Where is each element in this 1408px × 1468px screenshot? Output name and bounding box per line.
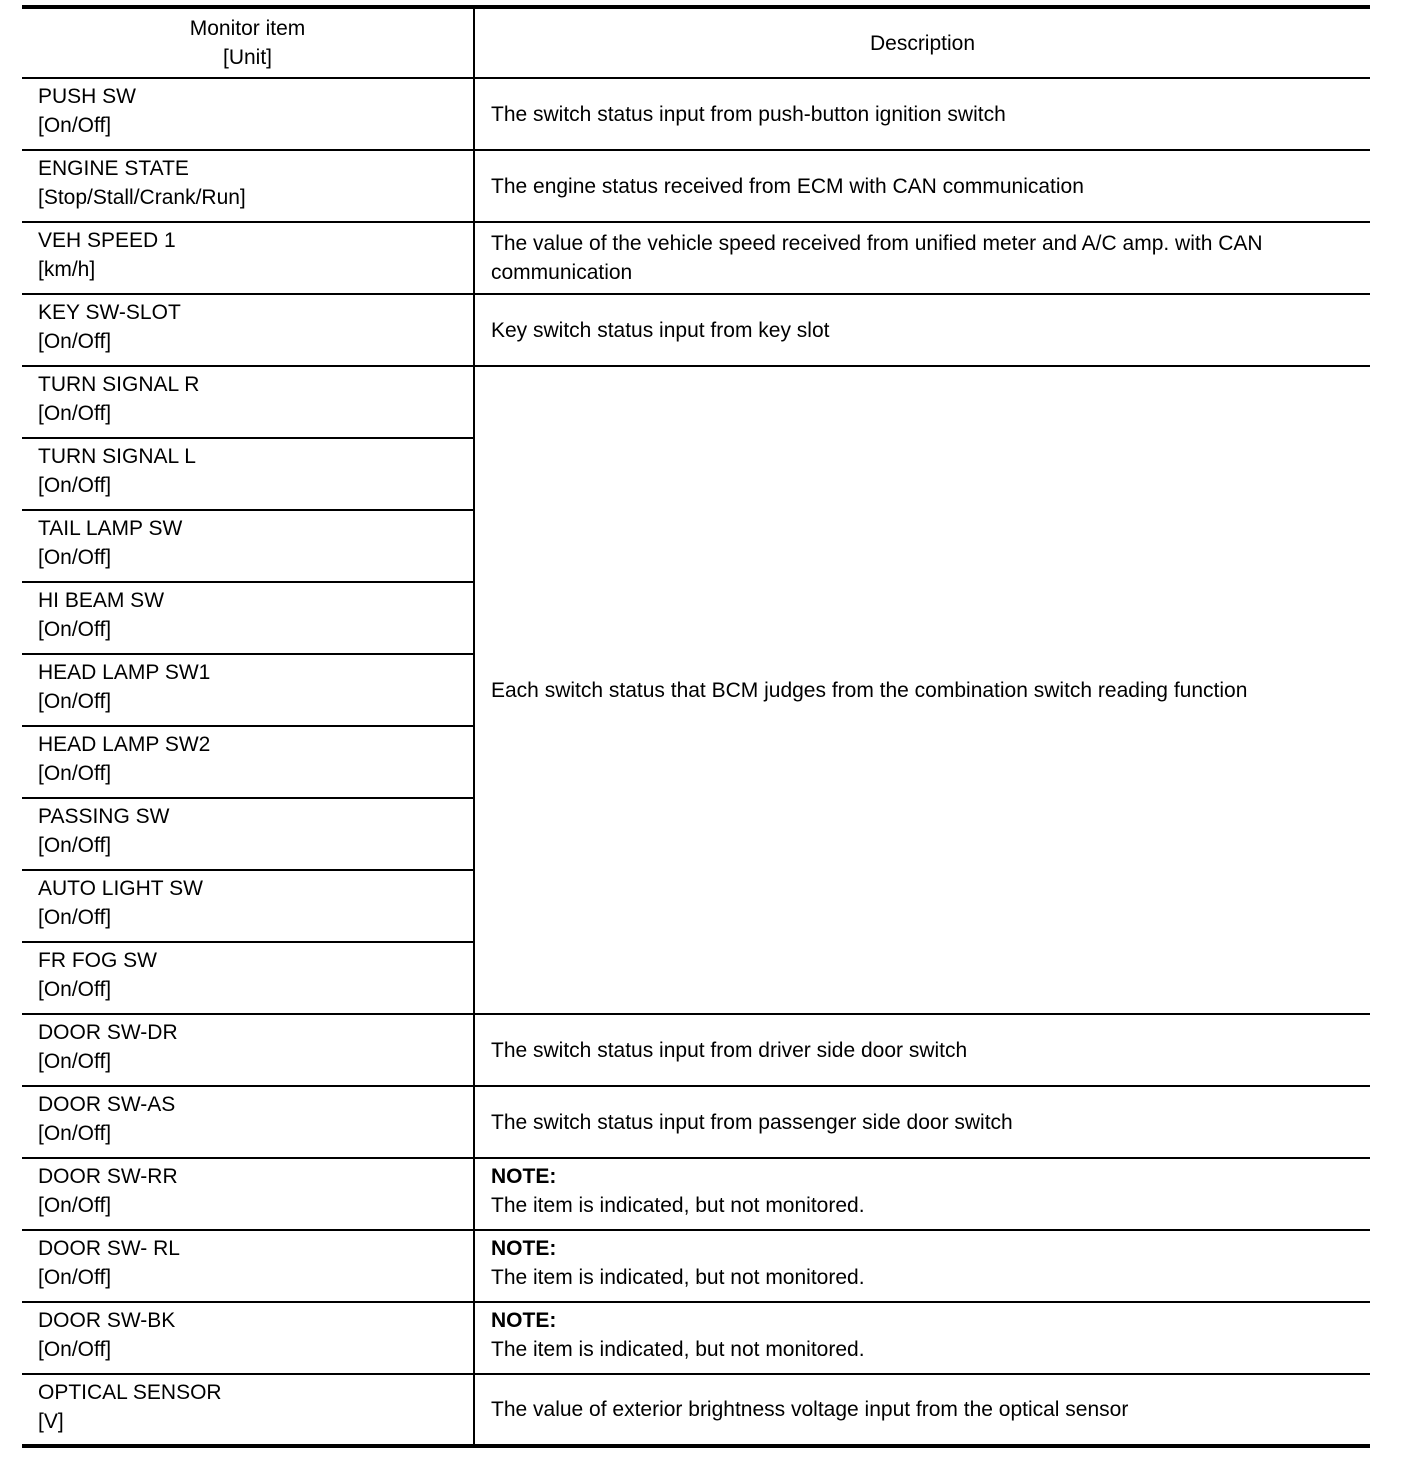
- monitor-item-name: DOOR SW-AS: [38, 1093, 176, 1116]
- monitor-item-unit: [On/Off]: [38, 1122, 112, 1145]
- monitor-item-cell: [22, 942, 474, 1014]
- monitor-item-name: DOOR SW-RR: [38, 1165, 178, 1188]
- monitor-item-name: DOOR SW-DR: [38, 1021, 178, 1044]
- description-text: Key switch status input from key slot: [491, 318, 830, 342]
- table-row: [22, 366, 1370, 438]
- monitor-item-cell: [22, 582, 474, 654]
- monitor-item-name: HEAD LAMP SW1: [38, 661, 211, 684]
- header-description: [474, 7, 1370, 78]
- note-label: NOTE:: [491, 1237, 557, 1260]
- monitor-item-name: PUSH SW: [38, 85, 137, 108]
- monitor-item-cell: [22, 1302, 474, 1374]
- monitor-item-name: TURN SIGNAL R: [38, 373, 200, 396]
- table-row: [22, 1230, 1370, 1302]
- description-text: The engine status received from ECM with CAN communication: [491, 174, 1084, 198]
- header-description-label: Description: [869, 31, 976, 55]
- monitor-item-name: TURN SIGNAL L: [38, 445, 196, 468]
- monitor-item-unit: [On/Off]: [38, 1050, 112, 1073]
- monitor-item-unit: [On/Off]: [38, 1194, 112, 1217]
- monitor-item-unit: [On/Off]: [38, 978, 112, 1001]
- description-text: Each switch status that BCM judges from the combination switch reading function: [491, 678, 1248, 702]
- table-row: [22, 1158, 1370, 1230]
- description-cell: [474, 78, 1370, 150]
- monitor-item-cell: [22, 726, 474, 798]
- monitor-item-table: [22, 5, 1370, 1448]
- description-text: The switch status input from push-button ignition switch: [491, 102, 1006, 126]
- description-cell: [474, 1230, 1370, 1302]
- monitor-item-cell: [22, 222, 474, 294]
- monitor-item-name: HEAD LAMP SW2: [38, 733, 211, 756]
- header-monitor-item-label: Monitor item: [189, 17, 306, 40]
- monitor-item-cell: [22, 78, 474, 150]
- description-text: The item is indicated, but not monitored.: [491, 1266, 865, 1289]
- table-row: [22, 222, 1370, 294]
- monitor-item-name: VEH SPEED 1: [38, 229, 176, 252]
- description-cell: [474, 222, 1370, 294]
- monitor-item-unit: [On/Off]: [38, 618, 112, 641]
- description-cell: [474, 1158, 1370, 1230]
- description-text: The value of exterior brightness voltage input from the optical sensor: [491, 1398, 1129, 1421]
- table-row: [22, 1014, 1370, 1086]
- monitor-item-cell: [22, 1014, 474, 1086]
- monitor-item-unit: [On/Off]: [38, 1338, 112, 1361]
- description-text: The item is indicated, but not monitored.: [491, 1194, 865, 1217]
- monitor-item-name: HI BEAM SW: [38, 589, 165, 612]
- table-row: [22, 150, 1370, 222]
- description-text: The switch status input from driver side door switch: [491, 1038, 968, 1062]
- table-row: [22, 1374, 1370, 1446]
- note-label: NOTE:: [491, 1165, 557, 1188]
- monitor-item-unit: [Stop/Stall/Crank/Run]: [38, 186, 246, 209]
- table-row: [22, 1086, 1370, 1158]
- monitor-item-cell: [22, 366, 474, 438]
- table-row: [22, 294, 1370, 366]
- note-label: NOTE:: [491, 1309, 557, 1332]
- monitor-item-cell: [22, 510, 474, 582]
- monitor-item-cell: [22, 294, 474, 366]
- monitor-item-name: FR FOG SW: [38, 949, 157, 972]
- description-cell: [474, 1374, 1370, 1446]
- monitor-item-name: AUTO LIGHT SW: [38, 877, 203, 900]
- monitor-item-unit: [On/Off]: [38, 834, 112, 857]
- description-cell: [474, 1302, 1370, 1374]
- monitor-item-name: OPTICAL SENSOR: [38, 1381, 222, 1404]
- monitor-item-cell: [22, 798, 474, 870]
- description-text: The item is indicated, but not monitored.: [491, 1338, 865, 1361]
- monitor-item-name: TAIL LAMP SW: [38, 517, 183, 540]
- monitor-item-unit: [On/Off]: [38, 330, 112, 353]
- monitor-item-cell: [22, 870, 474, 942]
- monitor-item-unit: [V]: [38, 1410, 64, 1433]
- monitor-item-name: ENGINE STATE: [38, 157, 189, 180]
- monitor-item-name: PASSING SW: [38, 805, 170, 828]
- monitor-item-unit: [On/Off]: [38, 546, 112, 569]
- monitor-item-name: DOOR SW- RL: [38, 1237, 180, 1260]
- monitor-item-cell: [22, 654, 474, 726]
- monitor-item-unit: [On/Off]: [38, 114, 112, 137]
- monitor-item-unit: [On/Off]: [38, 690, 112, 713]
- monitor-item-cell: [22, 1230, 474, 1302]
- monitor-item-cell: [22, 1086, 474, 1158]
- monitor-item-unit: [On/Off]: [38, 402, 112, 425]
- monitor-item-cell: [22, 1158, 474, 1230]
- monitor-item-cell: [22, 438, 474, 510]
- table-row: [22, 78, 1370, 150]
- monitor-item-unit: [On/Off]: [38, 906, 112, 929]
- monitor-item-cell: [22, 1374, 474, 1446]
- description-cell: [474, 1014, 1370, 1086]
- monitor-item-name: KEY SW-SLOT: [38, 301, 181, 324]
- description-cell: [474, 150, 1370, 222]
- monitor-item-unit: [On/Off]: [38, 762, 112, 785]
- table-header-row: [22, 7, 1370, 78]
- monitor-item-unit: [On/Off]: [38, 1266, 112, 1289]
- description-cell: [474, 1086, 1370, 1158]
- header-unit-label: [Unit]: [222, 46, 272, 69]
- description-text: The value of the vehicle speed received from unified meter and A/C amp. with CAN communication: [491, 232, 1263, 284]
- monitor-item-name: DOOR SW-BK: [38, 1309, 176, 1332]
- description-text: The switch status input from passenger side door switch: [491, 1110, 1013, 1134]
- monitor-item-unit: [On/Off]: [38, 474, 112, 497]
- monitor-item-unit: [km/h]: [38, 258, 96, 281]
- description-cell-merged: [474, 366, 1370, 1014]
- header-monitor-item: [22, 7, 474, 78]
- description-cell: [474, 294, 1370, 366]
- monitor-item-cell: [22, 150, 474, 222]
- table-row: [22, 1302, 1370, 1374]
